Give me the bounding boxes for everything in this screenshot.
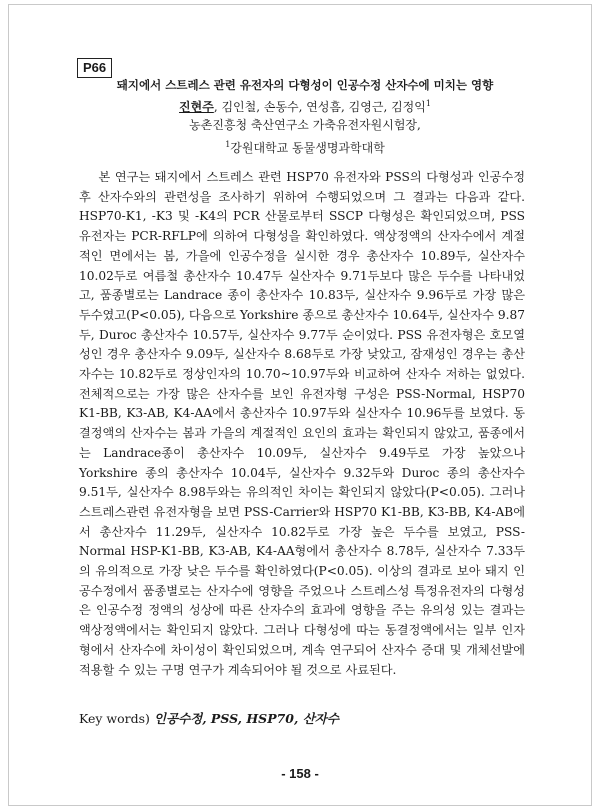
author-line — [70, 96, 540, 115]
keywords-values: 인공수정, PSS, HSP70, 산자수 — [153, 711, 339, 726]
abstract-body — [79, 168, 525, 680]
affiliation-2-text: 강원대학교 동물생명과학대학 — [230, 141, 385, 155]
co-authors: , 김인철, 손동수, 연성흠, 김영근, 김정익 — [213, 100, 426, 114]
abstract-code-box: P66 — [77, 58, 112, 78]
affiliation-1-text: 농촌진흥청 축산연구소 가축유전자원시험장, — [189, 118, 421, 132]
paper-title: 돼지에서 스트레스 관련 유전자의 다형성이 인공수정 산자수에 미치는 영향 — [116, 78, 494, 92]
page-number: - 158 - — [281, 766, 319, 781]
affiliation-1 — [70, 117, 540, 133]
keywords-label: Key words) — [79, 711, 150, 726]
author-affiliation-marker: 1 — [425, 99, 431, 108]
affiliation-2 — [70, 137, 540, 156]
presenting-author: 진현주 — [179, 100, 214, 114]
affiliation-2-marker: 1 — [225, 140, 231, 149]
keywords-line — [79, 711, 339, 727]
abstract-paragraph: 본 연구는 돼지에서 스트레스 관련 HSP70 유전자와 PSS의 다형성과 인공수정 후 산자수와의 관련성을 조사하기 위하여 수행되었으며 그 결과는 다음과 같다. HSP70-K1, -K3 및 -K4의 PCR 산물로부터 SSCP 다형성은 확인되었으며, PSS 유전자는 PCR-RFLP에 의하여 다형성을 확인하였다. 액상정액의 산자수에서 계절적인 면에서는 봄, 가을에 인공수정을 실시한 경우 총산자수 10.89두, 실산자수 10.02두로 여름철 총산자수 10.47두 실산자수 9.71두보다 많은 두수를 나타내었고, 품종별로는 Landrace 종이 총산자수 10.83두, 실산자수 9.96두로 가장 많은 두수였고(P<0.05), 다음으로 Yorkshire 종으로 총산자수 10.64두, 실산자수 9.87두, Duroc 총산자수 10.57두, 실산자수 9.77두 순이었다. PSS 유전자형은 호모열성인 경우 총산자수 9.09두, 실산자수 8.68두로 가장 낮았고, 잠재성인 경우는 총산자수는 10.82두로 정상인자의 10.70~10.97두와 비교하여 산자수 저하는 없었다. 전체적으로는 가장 많은 산자수를 보인 유전자형 구성은 PSS-Normal, HSP70 K1-BB, K3-AB, K4-AA에서 총산자수 10.97두와 실산자수 10.96두를 보였다. 동결정액의 산자수는 봄과 가을의 계절적인 요인의 효과는 확인되지 않았고, 품종에서는 Landrace종이 총산자수 10.09두, 실산자수 9.49두로 가장 높았으나 Yorkshire 종의 총산자수 10.04두, 실산자수 9.32두와 Duroc 종의 총산자수 9.51두, 실산자수 8.98두와는 유의적인 차이는 확인되지 않았다(P<0.05). 그러나 스트레스관련 유전자형을 보면 PSS-Carrier와 HSP70 K1-BB, K3-BB, K4-AB에서 총산자수 11.29두, 실산자수 10.82두로 가장 높은 두수를 보였고, PSS-Normal HSP-K1-BB, K3-AB, K4-AA형에서 총산자수 8.78두, 실산자수 7.33두의 유의적으로 가장 낮은 두수를 확인하였다(P<0.05). 이상의 결과로 보아 돼지 인공수정에서 품종별로는 산자수에 영향을 주었으나 스트레스성 특정유전자의 다형성은 인공수정 정액의 성상에 따른 산자수의 효과에 영향을 주는 유의성 있는 결과는 액상정액에서는 확인되지 않았다. 그러나 다형성에 따는 동결정액에서는 일부 인자형에서 산자수에 차이성이 확인되었으며, 계속 연구되어 산자수 증대 및 개체선발에 적용할 수 있는 구명 연구가 계속되어야 될 것으로 사료된다. — [79, 170, 525, 677]
